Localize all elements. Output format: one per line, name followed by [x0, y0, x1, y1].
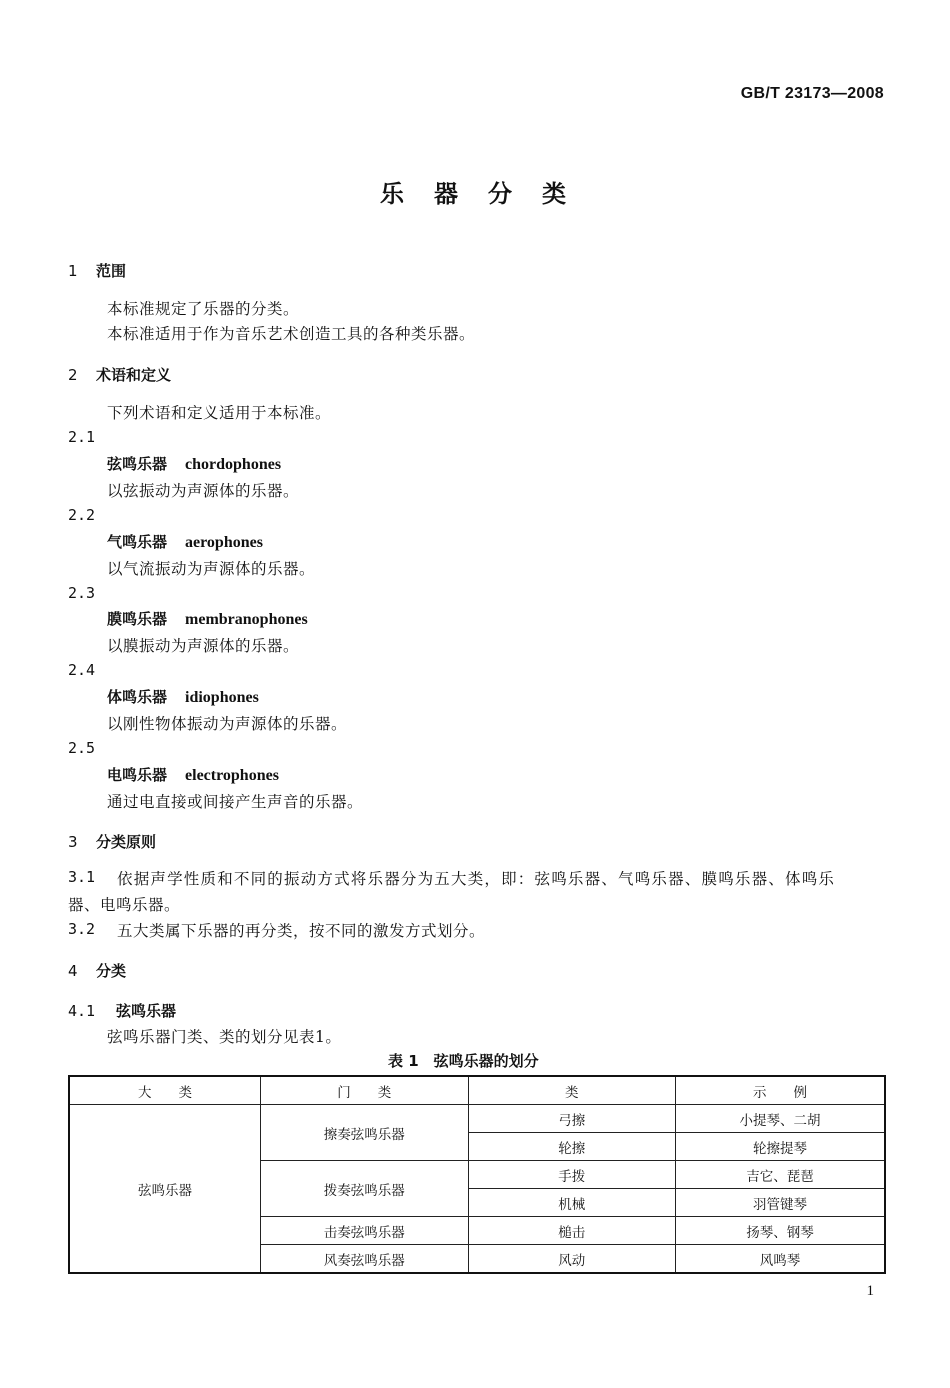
- table-cell-group: 擦奏弦鸣乐器: [261, 1105, 469, 1161]
- table-caption: 表 1 弦鸣乐器的划分: [388, 1052, 539, 1070]
- paragraph: 弦鸣乐器门类、类的划分见表1。: [107, 1028, 342, 1046]
- table-header-row: [69, 1076, 885, 1105]
- term-zh: 气鸣乐器: [107, 533, 168, 551]
- term-definition: 以刚性物体振动为声源体的乐器。: [107, 715, 348, 733]
- table-cell-example: 吉它、琵琶: [675, 1161, 885, 1189]
- table-header-cell: 类: [468, 1076, 675, 1105]
- term-en: electrophones: [185, 767, 279, 784]
- term-zh: 体鸣乐器: [107, 688, 168, 706]
- term-definition: 以膜振动为声源体的乐器。: [107, 637, 300, 655]
- paragraph: 器、电鸣乐器。: [68, 896, 181, 914]
- classification-table: [68, 1075, 886, 1274]
- term-title: [107, 453, 281, 474]
- table-cell-example: 小提琴、二胡: [675, 1105, 885, 1133]
- table-cell-class: 轮擦: [468, 1133, 675, 1161]
- table-cell-example: 羽管键琴: [675, 1189, 885, 1217]
- table-row: [69, 1105, 885, 1133]
- table-cell-group: 风奏弦鸣乐器: [261, 1245, 469, 1274]
- section-title: 分类: [96, 962, 127, 980]
- section-2-heading: [68, 364, 171, 385]
- term-zh: 弦鸣乐器: [107, 455, 168, 473]
- table-header-cell: 大 类: [69, 1076, 261, 1105]
- standard-number: GB/T 23173—2008: [740, 85, 884, 102]
- table-cell-example: 风鸣琴: [675, 1245, 885, 1274]
- table-cell-example: 扬琴、钢琴: [675, 1217, 885, 1245]
- clause-number: 3.2: [68, 920, 96, 938]
- paragraph: 本标准规定了乐器的分类。: [107, 300, 300, 318]
- page-title: 乐器分类: [380, 180, 596, 208]
- section-number: 4: [68, 962, 78, 980]
- term-number: 2.4: [68, 661, 96, 679]
- table-cell-major: 弦鸣乐器: [69, 1105, 261, 1274]
- term-title: [107, 531, 263, 552]
- term-en: chordophones: [185, 456, 282, 473]
- table-cell-class: 手拨: [468, 1161, 675, 1189]
- table-cell-class: 槌击: [468, 1217, 675, 1245]
- table-cell-class: 弓擦: [468, 1105, 675, 1133]
- paragraph: 本标准适用于作为音乐艺术创造工具的各种类乐器。: [107, 325, 476, 343]
- page-number: 1: [866, 1283, 874, 1299]
- table-cell-class: 风动: [468, 1245, 675, 1274]
- term-title: [107, 608, 308, 629]
- clause-title: 弦鸣乐器: [116, 1002, 177, 1020]
- section-title: 分类原则: [96, 833, 157, 851]
- table-header-cell: 门 类: [261, 1076, 469, 1105]
- section-4-heading: [68, 960, 126, 981]
- paragraph: 依据声学性质和不同的振动方式将乐器分为五大类，即：弦鸣乐器、气鸣乐器、膜鸣乐器、体鸣乐: [117, 870, 836, 888]
- term-number: 2.5: [68, 739, 96, 757]
- paragraph: 五大类属下乐器的再分类，按不同的激发方式划分。: [117, 922, 486, 940]
- table-header-cell: 示 例: [675, 1076, 885, 1105]
- term-zh: 膜鸣乐器: [107, 610, 168, 628]
- term-definition: 通过电直接或间接产生声音的乐器。: [107, 793, 364, 811]
- section-number: 3: [68, 833, 78, 851]
- clause-number: 4.1: [68, 1002, 96, 1020]
- term-number: 2.2: [68, 506, 96, 524]
- term-zh: 电鸣乐器: [107, 766, 168, 784]
- term-number: 2.1: [68, 428, 96, 446]
- table-cell-group: 拨奏弦鸣乐器: [261, 1161, 469, 1217]
- term-title: [107, 764, 279, 785]
- section-3-heading: [68, 831, 156, 852]
- term-number: 2.3: [68, 584, 96, 602]
- term-en: aerophones: [185, 534, 263, 551]
- section-1-heading: [68, 260, 126, 281]
- section-number: 1: [68, 262, 78, 280]
- table-cell-group: 击奏弦鸣乐器: [261, 1217, 469, 1245]
- clause-number: 3.1: [68, 868, 96, 886]
- section-number: 2: [68, 366, 78, 384]
- term-title: [107, 686, 259, 707]
- term-en: idiophones: [185, 689, 259, 706]
- clause-4-1-heading: [68, 1000, 176, 1021]
- section-title: 术语和定义: [96, 366, 172, 384]
- table-cell-example: 轮擦提琴: [675, 1133, 885, 1161]
- term-definition: 以气流振动为声源体的乐器。: [107, 560, 316, 578]
- term-en: membranophones: [185, 611, 308, 628]
- paragraph: 下列术语和定义适用于本标准。: [107, 404, 332, 422]
- table-cell-class: 机械: [468, 1189, 675, 1217]
- section-title: 范围: [96, 262, 127, 280]
- term-definition: 以弦振动为声源体的乐器。: [107, 482, 300, 500]
